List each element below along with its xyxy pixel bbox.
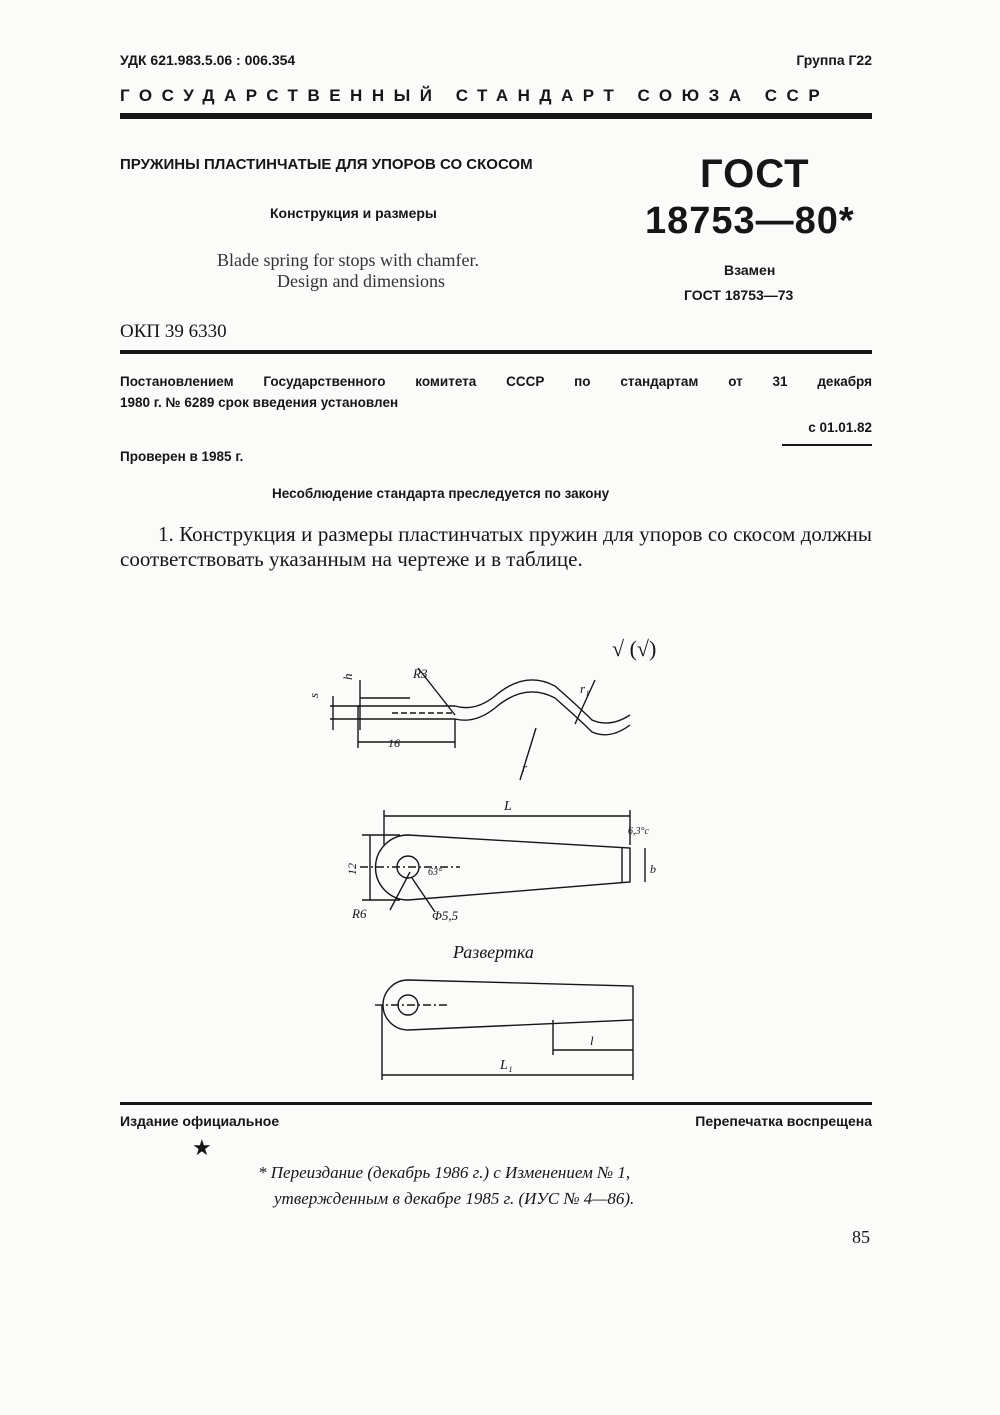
reissue-line2: утвержденным в декабре 1985 г. (ИУС № 4—86).: [274, 1189, 635, 1208]
star-icon: ★: [192, 1135, 212, 1160]
flat-pattern-caption: Развертка: [453, 942, 534, 962]
effective-date-underline: [782, 444, 872, 446]
group-code: Группа Г22: [796, 52, 872, 68]
gost-label: ГОСТ: [700, 152, 810, 196]
replaces-value: ГОСТ 18753—73: [684, 287, 794, 303]
label-r1: r₁: [580, 681, 590, 696]
title-en-line1: Blade spring for stops with chamfer.: [217, 250, 479, 270]
label-chamfer: 6,3°c: [628, 826, 649, 837]
reprint-note: Перепечатка воспрещена: [695, 1113, 872, 1129]
page-number: 85: [852, 1227, 870, 1247]
label-l: l: [590, 1033, 594, 1048]
reissue-note: [258, 1160, 634, 1212]
flat-pattern-outline: [383, 980, 633, 1030]
decree-line2: 1980 г. № 6289 срок введения установлен: [120, 395, 399, 410]
title-en-line2: Design and dimensions: [277, 271, 445, 291]
replaces-label: Взамен: [724, 262, 776, 278]
label-r: r: [522, 760, 528, 775]
subtitle-ru: Конструкция и размеры: [270, 205, 437, 221]
label-s: s: [306, 692, 321, 698]
okp-rule: [120, 350, 872, 354]
footer-rule: [120, 1102, 872, 1105]
label-12: 12: [345, 863, 359, 875]
roughness-symbol: √ (√): [612, 636, 657, 661]
label-L1: L₁: [500, 1058, 513, 1073]
label-L: L: [504, 799, 512, 814]
paragraph-1: 1. Конструкция и размеры пластинчатых пружин для упоров со скосом должны соответствовать указанным на чертеже и в таблице.: [120, 522, 872, 571]
edition-note: Издание официальное: [120, 1113, 280, 1129]
label-r3: R3: [413, 666, 428, 681]
header-rule: [120, 113, 872, 119]
law-notice: Несоблюдение стандарта преследуется по закону: [272, 486, 610, 501]
effective-date: с 01.01.82: [808, 420, 872, 435]
title-en: [217, 250, 479, 292]
okp-code: ОКП 39 6330: [120, 321, 227, 342]
decree-line1: Постановлением Государственного комитета СССР по стандартам от 31 декабря: [120, 374, 872, 389]
reissue-line1: * Переиздание (декабрь 1986 г.) с Изменением № 1,: [258, 1163, 631, 1182]
label-b: b: [650, 862, 656, 876]
label-angle: 63°: [428, 867, 442, 878]
label-hole: Φ5,5: [432, 908, 459, 923]
state-standard-banner: ГОСУДАРСТВЕННЫЙ СТАНДАРТ СОЮЗА ССР: [120, 86, 830, 105]
technical-drawing: [300, 620, 720, 1090]
label-h: h: [340, 673, 355, 680]
checked-year: Проверен в 1985 г.: [120, 449, 244, 464]
title-ru: ПРУЖИНЫ ПЛАСТИНЧАТЫЕ ДЛЯ УПОРОВ СО СКОСОМ: [120, 156, 533, 173]
gost-number: 18753—80*: [645, 200, 855, 242]
udk-code: УДК 621.983.5.06 : 006.354: [120, 52, 296, 68]
label-R6: R6: [352, 906, 367, 921]
label-16: 16: [388, 736, 400, 750]
